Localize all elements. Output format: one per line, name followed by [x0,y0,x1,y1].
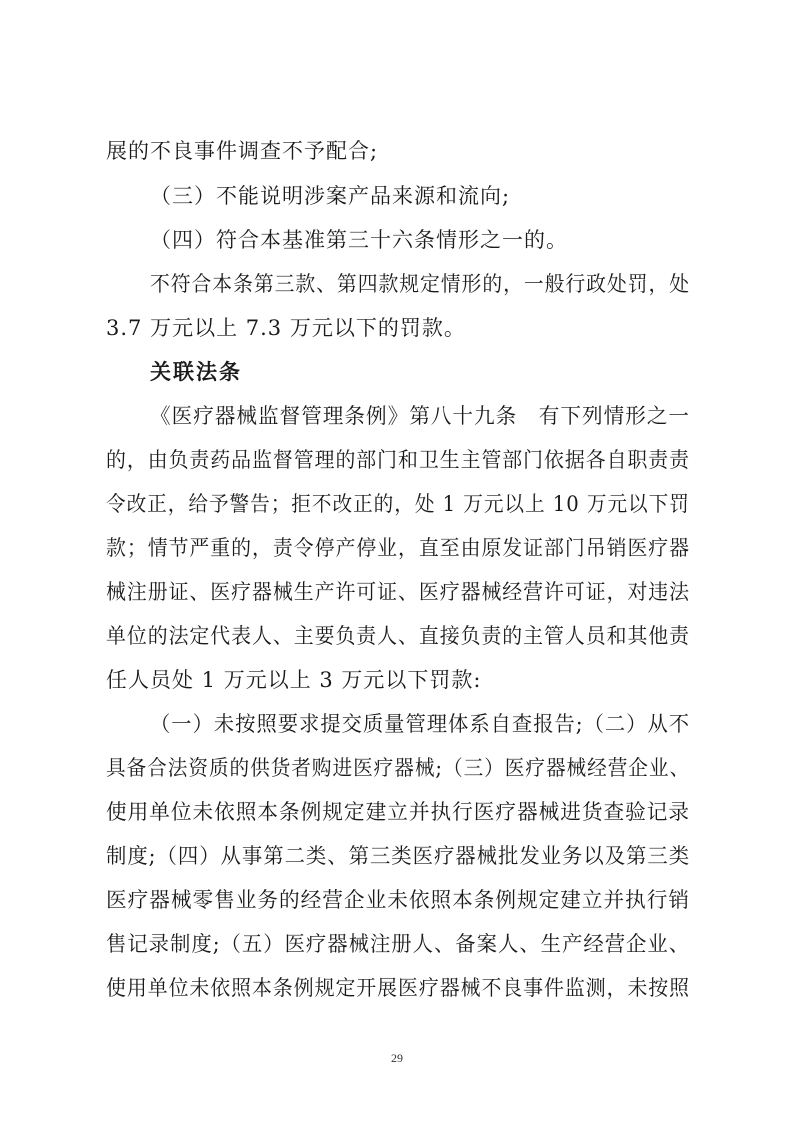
text-line-19: 售记录制度;（五）医疗器械注册人、备案人、生产经营企业、 [106,932,691,956]
text-line-20: 使用单位未依照本条例规定开展医疗器械不良事件监测，未按照 [106,976,691,1000]
text-line-15: 具备合法资质的供货者购进医疗器械;（三）医疗器械经营企业、 [106,756,691,780]
text-line-3: （四）符合本基准第三十六条情形之一的。 [150,228,568,252]
text-line-7: 《医疗器械监督管理条例》第八十九条 有下列情形之一 [150,404,690,428]
text-line-17: 制度;（四）从事第二类、第三类医疗器械批发业务以及第三类 [106,844,691,868]
text-line-1: 展的不良事件调查不予配合; [106,139,379,163]
text-line-13: 任人员处 1 万元以上 3 万元以下罚款: [106,668,482,692]
text-line-18: 医疗器械零售业务的经营企业未依照本条例规定建立并执行销 [106,888,691,912]
text-line-8: 的，由负责药品监督管理的部门和卫生主管部门依据各自职责责 [106,448,691,472]
text-line-2: （三）不能说明涉案产品来源和流向; [150,184,511,208]
text-line-11: 械注册证、医疗器械生产许可证、医疗器械经营许可证，对违法 [106,580,691,604]
text-line-9: 令改正，给予警告；拒不改正的，处 1 万元以上 10 万元以下罚 [106,492,690,516]
text-line-5: 3.7 万元以上 7.3 万元以下的罚款。 [106,316,466,340]
section-heading: 关联法条 [150,360,242,384]
text-line-10: 款；情节严重的，责令停产停业，直至由原发证部门吊销医疗器 [106,536,691,560]
text-line-12: 单位的法定代表人、主要负责人、直接负责的主管人员和其他责 [106,624,691,648]
text-line-16: 使用单位未依照本条例规定建立并执行医疗器械进货查验记录 [106,800,691,824]
text-line-4: 不符合本条第三款、第四款规定情形的，一般行政处罚，处 [150,272,691,296]
text-line-14: （一）未按照要求提交质量管理体系自查报告;（二）从不 [150,712,691,736]
page-number: 29 [391,1051,403,1065]
